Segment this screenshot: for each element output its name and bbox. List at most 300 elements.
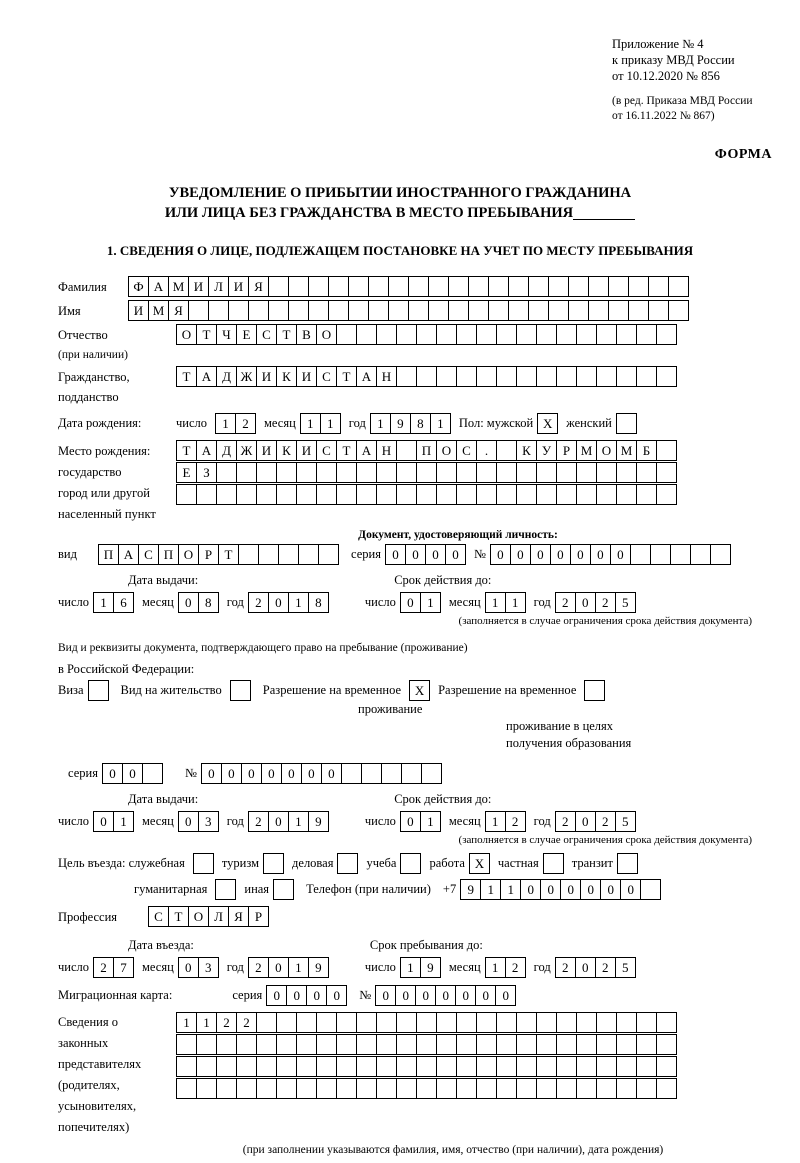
- permit-valid-month-input[interactable]: [485, 811, 526, 832]
- char-cell[interactable]: Е: [236, 324, 257, 345]
- char-cell[interactable]: [508, 276, 529, 297]
- valid-month-input[interactable]: [485, 592, 526, 613]
- char-cell[interactable]: [408, 276, 429, 297]
- char-cell[interactable]: [336, 1056, 357, 1077]
- char-cell[interactable]: [516, 484, 537, 505]
- char-cell[interactable]: [476, 484, 497, 505]
- char-cell[interactable]: [356, 1078, 377, 1099]
- char-cell[interactable]: [176, 1034, 197, 1055]
- char-cell[interactable]: 0: [268, 811, 289, 832]
- char-cell[interactable]: 9: [420, 957, 441, 978]
- char-cell[interactable]: [388, 276, 409, 297]
- char-cell[interactable]: [668, 276, 689, 297]
- doc-series-input[interactable]: [385, 544, 466, 565]
- char-cell[interactable]: [468, 300, 489, 321]
- sex-female-checkbox[interactable]: [616, 413, 637, 434]
- char-cell[interactable]: 8: [198, 592, 219, 613]
- char-cell[interactable]: И: [296, 366, 317, 387]
- char-cell[interactable]: [476, 1034, 497, 1055]
- char-cell[interactable]: [276, 1034, 297, 1055]
- char-cell[interactable]: [588, 300, 609, 321]
- purpose-work-checkbox[interactable]: X: [469, 853, 490, 874]
- char-cell[interactable]: 1: [93, 592, 114, 613]
- char-cell[interactable]: [376, 462, 397, 483]
- char-cell[interactable]: [376, 1034, 397, 1055]
- char-cell[interactable]: [328, 300, 349, 321]
- char-cell[interactable]: 1: [215, 413, 236, 434]
- char-cell[interactable]: [576, 324, 597, 345]
- char-cell[interactable]: А: [356, 440, 377, 461]
- char-cell[interactable]: [616, 1012, 637, 1033]
- char-cell[interactable]: [196, 1056, 217, 1077]
- char-cell[interactable]: [656, 324, 677, 345]
- char-cell[interactable]: [356, 1056, 377, 1077]
- char-cell[interactable]: [588, 276, 609, 297]
- char-cell[interactable]: [336, 1034, 357, 1055]
- char-cell[interactable]: [356, 1034, 377, 1055]
- char-cell[interactable]: [690, 544, 711, 565]
- char-cell[interactable]: [496, 366, 517, 387]
- char-cell[interactable]: [670, 544, 691, 565]
- char-cell[interactable]: 0: [415, 985, 436, 1006]
- legal-rep-row-3-input[interactable]: [176, 1056, 677, 1077]
- char-cell[interactable]: [408, 300, 429, 321]
- birth-month-input[interactable]: [300, 413, 341, 434]
- entry-year-input[interactable]: [248, 957, 329, 978]
- char-cell[interactable]: [416, 1056, 437, 1077]
- char-cell[interactable]: [236, 484, 257, 505]
- char-cell[interactable]: 1: [480, 879, 501, 900]
- sex-male-checkbox[interactable]: X: [537, 413, 558, 434]
- valid-year-input[interactable]: [555, 592, 636, 613]
- char-cell[interactable]: 0: [178, 592, 199, 613]
- migration-card-number-input[interactable]: [375, 985, 516, 1006]
- char-cell[interactable]: 0: [610, 544, 631, 565]
- char-cell[interactable]: [348, 276, 369, 297]
- char-cell[interactable]: 0: [540, 879, 561, 900]
- char-cell[interactable]: [476, 324, 497, 345]
- char-cell[interactable]: 0: [395, 985, 416, 1006]
- char-cell[interactable]: [196, 484, 217, 505]
- issue-year-input[interactable]: [248, 592, 329, 613]
- char-cell[interactable]: [248, 300, 269, 321]
- char-cell[interactable]: 0: [435, 985, 456, 1006]
- purpose-tourism-checkbox[interactable]: [263, 853, 284, 874]
- char-cell[interactable]: 0: [221, 763, 242, 784]
- char-cell[interactable]: [596, 1012, 617, 1033]
- char-cell[interactable]: 8: [308, 592, 329, 613]
- char-cell[interactable]: [256, 1078, 277, 1099]
- char-cell[interactable]: 0: [321, 763, 342, 784]
- char-cell[interactable]: 0: [570, 544, 591, 565]
- char-cell[interactable]: [196, 1034, 217, 1055]
- char-cell[interactable]: [516, 1034, 537, 1055]
- char-cell[interactable]: 1: [300, 413, 321, 434]
- char-cell[interactable]: [428, 300, 449, 321]
- char-cell[interactable]: [468, 276, 489, 297]
- char-cell[interactable]: 2: [505, 811, 526, 832]
- char-cell[interactable]: 0: [495, 985, 516, 1006]
- char-cell[interactable]: [336, 1012, 357, 1033]
- char-cell[interactable]: [516, 462, 537, 483]
- char-cell[interactable]: [516, 1056, 537, 1077]
- char-cell[interactable]: 1: [196, 1012, 217, 1033]
- char-cell[interactable]: [650, 544, 671, 565]
- char-cell[interactable]: [296, 1056, 317, 1077]
- char-cell[interactable]: [556, 1012, 577, 1033]
- stay-year-input[interactable]: [555, 957, 636, 978]
- char-cell[interactable]: 0: [400, 592, 421, 613]
- char-cell[interactable]: [636, 1034, 657, 1055]
- char-cell[interactable]: [296, 1078, 317, 1099]
- char-cell[interactable]: 0: [301, 763, 322, 784]
- char-cell[interactable]: [436, 366, 457, 387]
- char-cell[interactable]: [288, 276, 309, 297]
- char-cell[interactable]: [628, 276, 649, 297]
- char-cell[interactable]: 1: [485, 811, 506, 832]
- char-cell[interactable]: [428, 276, 449, 297]
- char-cell[interactable]: [596, 484, 617, 505]
- migration-card-series-input[interactable]: [266, 985, 347, 1006]
- char-cell[interactable]: [548, 276, 569, 297]
- doc-kind-input[interactable]: [98, 544, 339, 565]
- birth-day-input[interactable]: [215, 413, 256, 434]
- char-cell[interactable]: [216, 1056, 237, 1077]
- char-cell[interactable]: 7: [113, 957, 134, 978]
- char-cell[interactable]: Р: [248, 906, 269, 927]
- char-cell[interactable]: Я: [228, 906, 249, 927]
- char-cell[interactable]: [356, 484, 377, 505]
- char-cell[interactable]: [356, 1012, 377, 1033]
- char-cell[interactable]: 2: [595, 811, 616, 832]
- char-cell[interactable]: 0: [575, 957, 596, 978]
- char-cell[interactable]: 0: [268, 592, 289, 613]
- char-cell[interactable]: С: [316, 366, 337, 387]
- char-cell[interactable]: [516, 1078, 537, 1099]
- valid-day-input[interactable]: [400, 592, 441, 613]
- char-cell[interactable]: О: [436, 440, 457, 461]
- char-cell[interactable]: [528, 276, 549, 297]
- char-cell[interactable]: [216, 462, 237, 483]
- char-cell[interactable]: [476, 1012, 497, 1033]
- char-cell[interactable]: [216, 484, 237, 505]
- char-cell[interactable]: 0: [241, 763, 262, 784]
- char-cell[interactable]: И: [256, 366, 277, 387]
- char-cell[interactable]: Ф: [128, 276, 149, 297]
- char-cell[interactable]: [256, 484, 277, 505]
- permit-issue-day-input[interactable]: [93, 811, 134, 832]
- char-cell[interactable]: [656, 1012, 677, 1033]
- char-cell[interactable]: [516, 366, 537, 387]
- purpose-transit-checkbox[interactable]: [617, 853, 638, 874]
- char-cell[interactable]: [456, 1056, 477, 1077]
- birthplace-row-3-input[interactable]: [176, 484, 677, 505]
- permit-series-input[interactable]: [102, 763, 163, 784]
- char-cell[interactable]: Т: [336, 366, 357, 387]
- char-cell[interactable]: [348, 300, 369, 321]
- char-cell[interactable]: [616, 1034, 637, 1055]
- char-cell[interactable]: [568, 300, 589, 321]
- char-cell[interactable]: 0: [400, 811, 421, 832]
- char-cell[interactable]: [636, 324, 657, 345]
- char-cell[interactable]: [636, 462, 657, 483]
- char-cell[interactable]: [496, 440, 517, 461]
- char-cell[interactable]: [142, 763, 163, 784]
- char-cell[interactable]: [536, 462, 557, 483]
- char-cell[interactable]: [496, 462, 517, 483]
- char-cell[interactable]: [556, 484, 577, 505]
- char-cell[interactable]: [648, 276, 669, 297]
- char-cell[interactable]: [496, 1078, 517, 1099]
- char-cell[interactable]: 0: [286, 985, 307, 1006]
- char-cell[interactable]: [238, 544, 259, 565]
- char-cell[interactable]: 0: [520, 879, 541, 900]
- char-cell[interactable]: Р: [198, 544, 219, 565]
- char-cell[interactable]: [476, 1078, 497, 1099]
- char-cell[interactable]: [616, 366, 637, 387]
- char-cell[interactable]: С: [138, 544, 159, 565]
- char-cell[interactable]: [648, 300, 669, 321]
- char-cell[interactable]: 2: [216, 1012, 237, 1033]
- char-cell[interactable]: 0: [375, 985, 396, 1006]
- char-cell[interactable]: О: [188, 906, 209, 927]
- char-cell[interactable]: 1: [176, 1012, 197, 1033]
- visa-checkbox[interactable]: [88, 680, 109, 701]
- char-cell[interactable]: [396, 1056, 417, 1077]
- char-cell[interactable]: [536, 366, 557, 387]
- char-cell[interactable]: А: [196, 366, 217, 387]
- char-cell[interactable]: [608, 300, 629, 321]
- char-cell[interactable]: [576, 1012, 597, 1033]
- char-cell[interactable]: 2: [235, 413, 256, 434]
- char-cell[interactable]: [496, 1056, 517, 1077]
- char-cell[interactable]: [216, 1078, 237, 1099]
- char-cell[interactable]: 0: [405, 544, 426, 565]
- legal-rep-row-4-input[interactable]: [176, 1078, 677, 1099]
- char-cell[interactable]: [636, 366, 657, 387]
- char-cell[interactable]: 0: [490, 544, 511, 565]
- char-cell[interactable]: [258, 544, 279, 565]
- char-cell[interactable]: [188, 300, 209, 321]
- char-cell[interactable]: [476, 462, 497, 483]
- char-cell[interactable]: 0: [266, 985, 287, 1006]
- char-cell[interactable]: 2: [505, 957, 526, 978]
- char-cell[interactable]: [556, 1034, 577, 1055]
- char-cell[interactable]: [341, 763, 362, 784]
- char-cell[interactable]: 0: [575, 592, 596, 613]
- char-cell[interactable]: [376, 1078, 397, 1099]
- purpose-humanitarian-checkbox[interactable]: [215, 879, 236, 900]
- char-cell[interactable]: [216, 1034, 237, 1055]
- char-cell[interactable]: [416, 324, 437, 345]
- char-cell[interactable]: [548, 300, 569, 321]
- char-cell[interactable]: [336, 484, 357, 505]
- char-cell[interactable]: [208, 300, 229, 321]
- char-cell[interactable]: [316, 1056, 337, 1077]
- char-cell[interactable]: [308, 276, 329, 297]
- char-cell[interactable]: А: [196, 440, 217, 461]
- char-cell[interactable]: [576, 1078, 597, 1099]
- char-cell[interactable]: [236, 1056, 257, 1077]
- char-cell[interactable]: 2: [555, 811, 576, 832]
- char-cell[interactable]: [596, 366, 617, 387]
- char-cell[interactable]: [436, 1078, 457, 1099]
- char-cell[interactable]: [276, 462, 297, 483]
- char-cell[interactable]: [396, 1012, 417, 1033]
- char-cell[interactable]: [456, 462, 477, 483]
- char-cell[interactable]: [596, 1056, 617, 1077]
- char-cell[interactable]: [536, 324, 557, 345]
- char-cell[interactable]: [381, 763, 402, 784]
- char-cell[interactable]: [336, 1078, 357, 1099]
- char-cell[interactable]: В: [296, 324, 317, 345]
- stay-day-input[interactable]: [400, 957, 441, 978]
- char-cell[interactable]: [576, 1056, 597, 1077]
- char-cell[interactable]: 1: [485, 957, 506, 978]
- char-cell[interactable]: [416, 1078, 437, 1099]
- char-cell[interactable]: [556, 366, 577, 387]
- char-cell[interactable]: [616, 484, 637, 505]
- char-cell[interactable]: [268, 300, 289, 321]
- patronymic-input[interactable]: [176, 324, 677, 345]
- permit-number-input[interactable]: [201, 763, 442, 784]
- char-cell[interactable]: [436, 484, 457, 505]
- char-cell[interactable]: [456, 1012, 477, 1033]
- char-cell[interactable]: 2: [236, 1012, 257, 1033]
- legal-rep-row-1-input[interactable]: [176, 1012, 677, 1033]
- purpose-private-checkbox[interactable]: [543, 853, 564, 874]
- char-cell[interactable]: [376, 1056, 397, 1077]
- char-cell[interactable]: [236, 1078, 257, 1099]
- char-cell[interactable]: [298, 544, 319, 565]
- char-cell[interactable]: [256, 1012, 277, 1033]
- char-cell[interactable]: [656, 462, 677, 483]
- char-cell[interactable]: [576, 366, 597, 387]
- char-cell[interactable]: [656, 440, 677, 461]
- char-cell[interactable]: 1: [430, 413, 451, 434]
- char-cell[interactable]: [496, 1012, 517, 1033]
- char-cell[interactable]: [176, 1056, 197, 1077]
- phone-input[interactable]: [460, 879, 661, 900]
- char-cell[interactable]: 5: [615, 957, 636, 978]
- char-cell[interactable]: [296, 462, 317, 483]
- char-cell[interactable]: [318, 544, 339, 565]
- char-cell[interactable]: [336, 462, 357, 483]
- char-cell[interactable]: [236, 1034, 257, 1055]
- char-cell[interactable]: [288, 300, 309, 321]
- char-cell[interactable]: 2: [595, 957, 616, 978]
- char-cell[interactable]: [508, 300, 529, 321]
- char-cell[interactable]: К: [516, 440, 537, 461]
- char-cell[interactable]: [268, 276, 289, 297]
- char-cell[interactable]: Т: [176, 440, 197, 461]
- char-cell[interactable]: 5: [615, 592, 636, 613]
- char-cell[interactable]: 2: [595, 592, 616, 613]
- char-cell[interactable]: 9: [308, 811, 329, 832]
- char-cell[interactable]: [176, 484, 197, 505]
- char-cell[interactable]: [228, 300, 249, 321]
- permit-issue-year-input[interactable]: [248, 811, 329, 832]
- char-cell[interactable]: Д: [216, 366, 237, 387]
- char-cell[interactable]: 0: [590, 544, 611, 565]
- char-cell[interactable]: 1: [420, 592, 441, 613]
- char-cell[interactable]: [536, 1034, 557, 1055]
- char-cell[interactable]: С: [256, 324, 277, 345]
- char-cell[interactable]: [396, 1078, 417, 1099]
- char-cell[interactable]: 8: [410, 413, 431, 434]
- char-cell[interactable]: Я: [248, 276, 269, 297]
- char-cell[interactable]: [436, 1012, 457, 1033]
- char-cell[interactable]: С: [316, 440, 337, 461]
- char-cell[interactable]: [476, 366, 497, 387]
- char-cell[interactable]: 0: [575, 811, 596, 832]
- char-cell[interactable]: [616, 324, 637, 345]
- char-cell[interactable]: 1: [420, 811, 441, 832]
- char-cell[interactable]: [656, 366, 677, 387]
- char-cell[interactable]: [656, 1056, 677, 1077]
- char-cell[interactable]: И: [228, 276, 249, 297]
- char-cell[interactable]: 0: [93, 811, 114, 832]
- char-cell[interactable]: [316, 1078, 337, 1099]
- char-cell[interactable]: О: [316, 324, 337, 345]
- char-cell[interactable]: 0: [510, 544, 531, 565]
- char-cell[interactable]: [356, 324, 377, 345]
- citizenship-input[interactable]: [176, 366, 677, 387]
- char-cell[interactable]: Т: [196, 324, 217, 345]
- char-cell[interactable]: У: [536, 440, 557, 461]
- char-cell[interactable]: 0: [261, 763, 282, 784]
- char-cell[interactable]: [436, 1056, 457, 1077]
- char-cell[interactable]: [456, 366, 477, 387]
- char-cell[interactable]: [596, 324, 617, 345]
- char-cell[interactable]: [256, 1034, 277, 1055]
- char-cell[interactable]: 0: [560, 879, 581, 900]
- char-cell[interactable]: [176, 1078, 197, 1099]
- char-cell[interactable]: К: [276, 366, 297, 387]
- char-cell[interactable]: [276, 484, 297, 505]
- char-cell[interactable]: 2: [248, 811, 269, 832]
- char-cell[interactable]: [276, 1078, 297, 1099]
- char-cell[interactable]: 0: [122, 763, 143, 784]
- char-cell[interactable]: 1: [500, 879, 521, 900]
- char-cell[interactable]: [296, 1034, 317, 1055]
- char-cell[interactable]: А: [148, 276, 169, 297]
- char-cell[interactable]: 9: [308, 957, 329, 978]
- char-cell[interactable]: 0: [178, 957, 199, 978]
- char-cell[interactable]: К: [276, 440, 297, 461]
- char-cell[interactable]: Н: [376, 366, 397, 387]
- char-cell[interactable]: А: [356, 366, 377, 387]
- char-cell[interactable]: [256, 1056, 277, 1077]
- char-cell[interactable]: [556, 462, 577, 483]
- char-cell[interactable]: 1: [370, 413, 391, 434]
- char-cell[interactable]: О: [596, 440, 617, 461]
- char-cell[interactable]: 1: [288, 957, 309, 978]
- char-cell[interactable]: 9: [460, 879, 481, 900]
- char-cell[interactable]: [536, 1078, 557, 1099]
- char-cell[interactable]: [356, 462, 377, 483]
- char-cell[interactable]: И: [188, 276, 209, 297]
- char-cell[interactable]: 1: [485, 592, 506, 613]
- char-cell[interactable]: [636, 484, 657, 505]
- char-cell[interactable]: [496, 324, 517, 345]
- char-cell[interactable]: [536, 1012, 557, 1033]
- char-cell[interactable]: [296, 1012, 317, 1033]
- char-cell[interactable]: [396, 462, 417, 483]
- char-cell[interactable]: [416, 462, 437, 483]
- char-cell[interactable]: 0: [425, 544, 446, 565]
- char-cell[interactable]: И: [128, 300, 149, 321]
